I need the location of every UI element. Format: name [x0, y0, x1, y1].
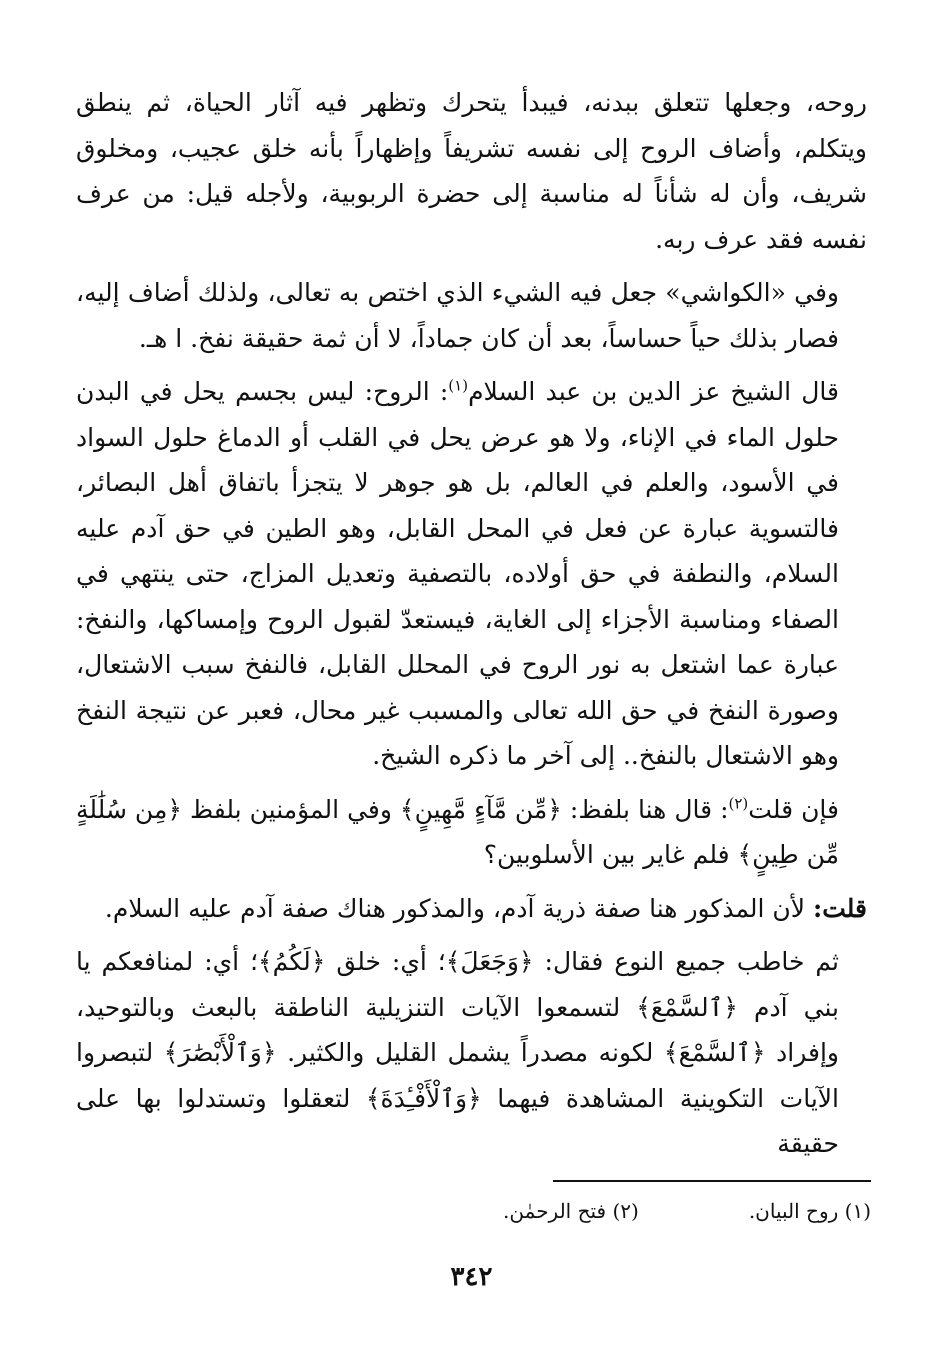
- paragraph-6: ثم خاطب جميع النوع فقال: ﴿وَجَعَلَ﴾؛ أي: خلق ﴿لَكُمُ﴾؛ أي: لمنافعكم يا بني آدم ﴿ٱلسَّمْعَ﴾ لتسمعوا الآيات التنزيلية الناطقة بالبعث وبالتوحيد، وإفراد ﴿ٱلسَّمْعَ﴾ لكونه مصدراً يشمل القليل والكثير. ﴿وَٱلْأَبْصَٰرَ﴾ لتبصروا الآيات التكوينية المشاهدة فيهما ﴿وَٱلْأَفْـِٔدَةَ﴾ لتعقلوا وتستدلوا بها على حقيقة: [76, 947, 839, 1158]
- paragraph-5-text: لأن المذكور هنا صفة ذرية آدم، والمذكور هناك صفة آدم عليه السلام.: [104, 893, 813, 923]
- paragraph-4-lead: فإن قلت: [748, 794, 839, 824]
- footnote-1: (١) روح البيان.: [748, 1199, 871, 1223]
- footnote-ref-2: (٢): [728, 794, 749, 813]
- paragraph-1: روحه، وجعلها تتعلق ببدنه، فيبدأ يتحرك وتظهر فيه آثار الحياة، ثم ينطق ويتكلم، وأضاف الروح إلى نفسه تشريفاً وإظهاراً بأنه خلق عجيب، ومخلوق شريف، وأن له شأناً له مناسبة إلى حضرة الربوبية، ولأجله قيل: من عرف نفسه فقد عرف ربه.: [76, 88, 867, 254]
- footnote-ref-1: (١): [448, 376, 469, 395]
- qult-label: قلت:: [812, 893, 867, 923]
- page-number: ٣٤٢: [450, 1262, 493, 1292]
- paragraph-4-text: : قال هنا بلفظ: ﴿مِّن مَّآءٍ مَّهِينٍ﴾ وفي المؤمنين بلفظ ﴿مِن سُلَٰلَةٍ مِّن طِينٍ﴾ فلم غاير بين الأسلوبين؟: [76, 794, 839, 869]
- paragraph-3: [76, 369, 867, 779]
- footnotes: [76, 1196, 871, 1226]
- footnote-divider: [553, 1180, 871, 1182]
- paragraph-3-lead: قال الشيخ عز الدين بن عبد السلام: [468, 377, 839, 406]
- body-text: [76, 80, 867, 1175]
- paragraph-4: [76, 787, 867, 878]
- paragraph-2: وفي «الكواشي» جعل فيه الشيء الذي اختص به تعالى، ولذلك أضاف إليه، فصار بذلك حياً حساساً، بعد أن كان جماداً، لا أن ثمة حقيقة نفخ. ا هـ.: [76, 278, 839, 353]
- paragraph-5: [76, 886, 867, 932]
- footnote-2: (٢) فتح الرحمٰن.: [503, 1199, 639, 1223]
- paragraph-3-text: : الروح: ليس بجسم يحل في البدن حلول الماء في الإناء، ولا هو عرض يحل في القلب أو الدماغ حلول السواد في الأسود، والعلم في العالم، بل هو جوهر لا يتجزأ باتفاق أهل البصائر، فالتسوية عبارة عن فعل في المحل القابل، وهو الطين في حق آدم عليه السلام، والنطفة في حق أولاده، بالتصفية وتعديل المزاج، حتى ينتهي في الصفاء ومناسبة الأجزاء إلى الغاية، فيستعدّ لقبول الروح وإمساكها، والنفخ: عبارة عما اشتعل به نور الروح في المحلل القابل، فالنفخ سبب الاشتعال، وصورة النفخ في حق الله تعالى والمسبب غير محال، فعبر عن نتيجة النفخ وهو الاشتعال بالنفخ.. إلى آخر ما ذكره الشيخ.: [76, 377, 839, 770]
